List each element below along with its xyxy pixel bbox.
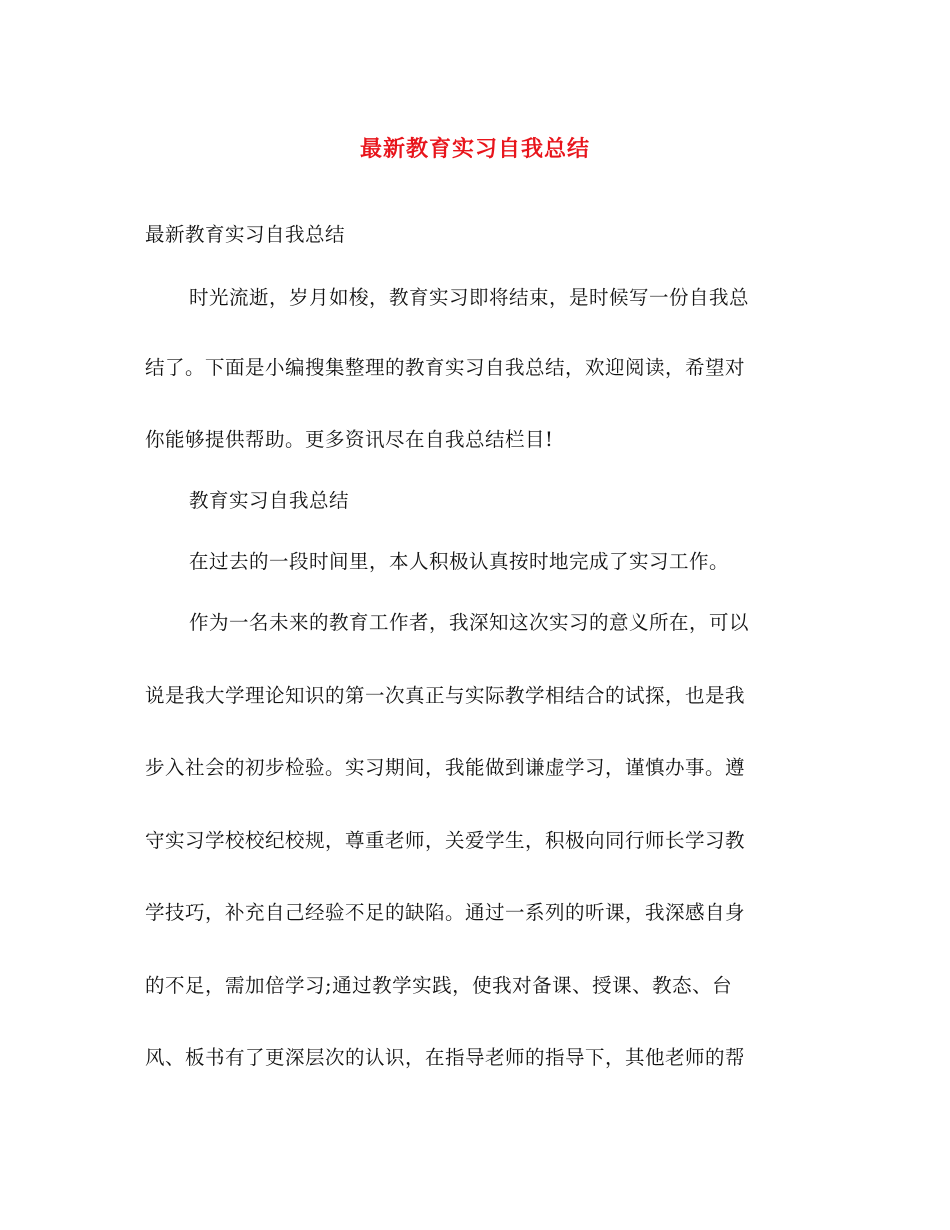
subtitle-line: 最新教育实习自我总结 [145, 223, 346, 246]
paragraph-line: 你能够提供帮助。更多资讯尽在自我总结栏目! [145, 428, 554, 451]
section-heading: 教育实习自我总结 [189, 489, 350, 512]
paragraph-line: 作为一名未来的教育工作者，我深知这次实习的意义所在，可以 [189, 611, 750, 634]
paragraph-line: 学技巧，补充自己经验不足的缺陷。通过一系列的听课，我深感自身 [145, 901, 746, 924]
paragraph-line: 守实习学校校纪校规，尊重老师，关爱学生，积极向同行师长学习教 [145, 829, 746, 852]
document-title: 最新教育实习自我总结 [359, 136, 590, 162]
paragraph-line: 的不足，需加倍学习;通过教学实践，使我对备课、授课、教态、台 [145, 974, 733, 997]
paragraph-line: 说是我大学理论知识的第一次真正与实际教学相结合的试探，也是我 [145, 684, 746, 707]
paragraph-line: 结了。下面是小编搜集整理的教育实习自我总结，欢迎阅读，希望对 [145, 356, 746, 379]
paragraph-line: 步入社会的初步检验。实习期间，我能做到谦虚学习，谨慎办事。遵 [145, 756, 746, 779]
paragraph-line: 在过去的一段时间里，本人积极认真按时地完成了实习工作。 [189, 550, 730, 573]
paragraph-line: 风、板书有了更深层次的认识，在指导老师的指导下，其他老师的帮 [145, 1046, 746, 1069]
paragraph-line: 时光流逝，岁月如梭，教育实习即将结束，是时候写一份自我总 [189, 286, 750, 309]
